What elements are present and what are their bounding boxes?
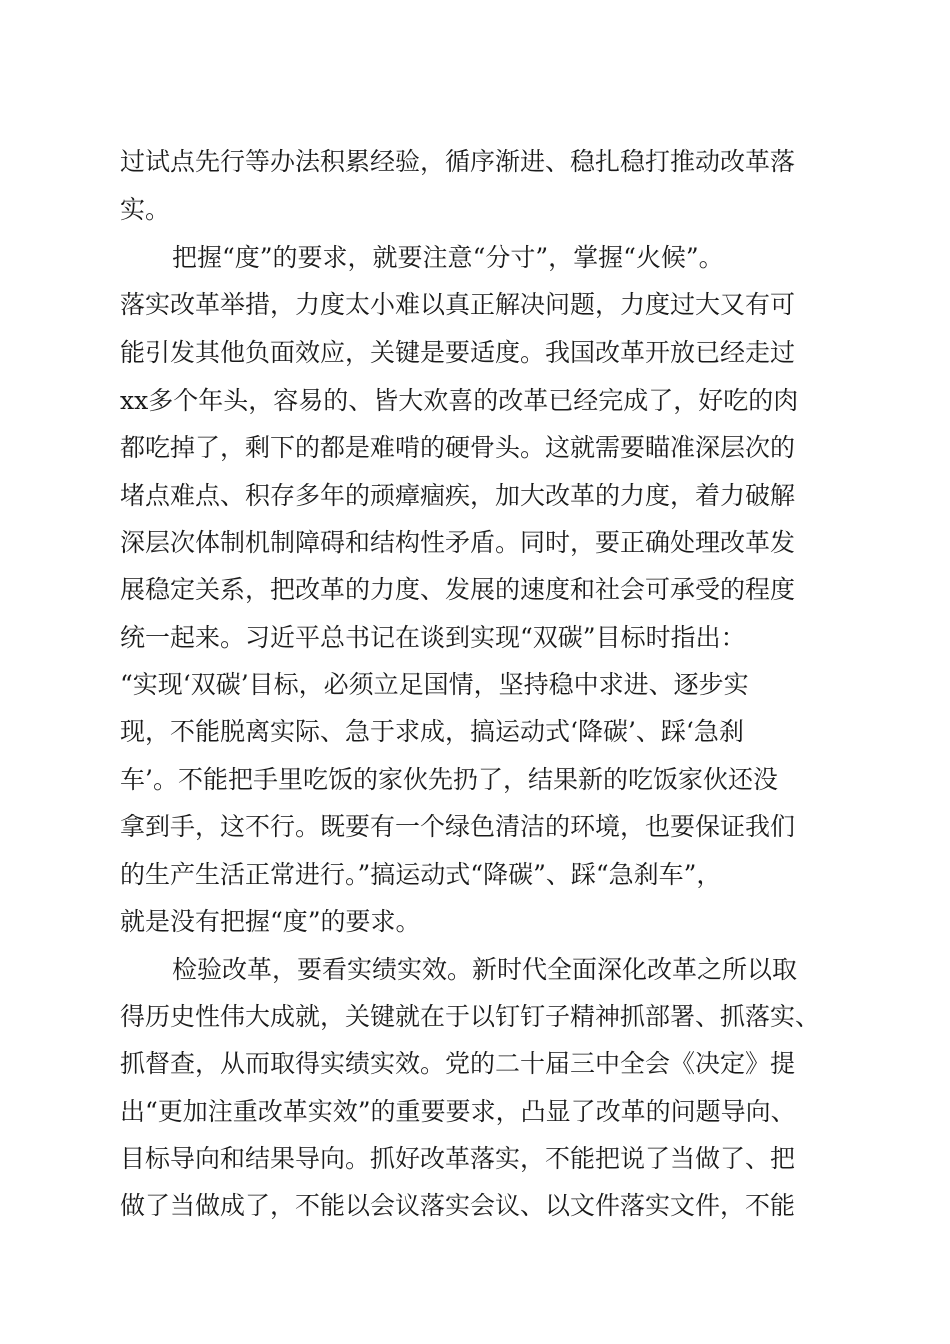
line-text: 拿到手，这不行。既要有一个绿色清洁的环境，也要保证我们 [120, 812, 796, 841]
line-text: 能引发其他负面效应，关键是要适度。我国改革开放已经走过 [120, 338, 796, 367]
line-text: 做了当做成了，不能以会议落实会议、以文件落实文件，不能 [120, 1191, 796, 1220]
text-line [0, 855, 950, 895]
text-line [0, 1044, 950, 1084]
text-line [0, 285, 950, 325]
line-text: 出“更加注重改革实效”的重要要求，凸显了改革的问题导向、 [120, 1097, 796, 1126]
line-text: 就是没有把握“度”的要求。 [120, 907, 421, 936]
text-line [0, 902, 950, 942]
line-text: 的生产生活正常进行。”搞运动式“降碳”、踩“急刹车”， [120, 860, 722, 889]
text-line [0, 190, 950, 230]
line-text: 现，不能脱离实际、急于求成，搞运动式‘降碳’、踩‘急刹 [120, 717, 744, 746]
text-line [0, 381, 950, 421]
line-text: 把握“度”的要求，就要注意“分寸”，掌握“火候”。 [172, 243, 724, 272]
text-line [0, 1092, 950, 1132]
line-text: 抓督查，从而取得实绩实效。党的二十届三中全会《决定》提 [120, 1049, 796, 1078]
text-line [0, 712, 950, 752]
text-line [0, 570, 950, 610]
text-line [0, 333, 950, 373]
text-line [0, 1139, 950, 1179]
line-text: “实现‘双碳’目标，必须立足国情，坚持稳中求进、逐步实 [120, 670, 749, 699]
line-text: 目标导向和结果导向。抓好改革落实，不能把说了当做了、把 [120, 1144, 796, 1173]
text-line [0, 997, 950, 1037]
text-line [0, 618, 950, 658]
line-text: xx多个年头，容易的、皆大欢喜的改革已经完成了，好吃的肉 [120, 386, 799, 415]
line-text: 落实改革举措，力度太小难以真正解决问题，力度过大又有可 [120, 290, 796, 319]
text-line [0, 476, 950, 516]
line-text: 检验改革，要看实绩实效。新时代全面深化改革之所以取 [172, 955, 798, 984]
text-line [0, 665, 950, 705]
line-text: 深层次体制机制障碍和结构性矛盾。同时，要正确处理改革发 [120, 528, 796, 557]
text-line [0, 1186, 950, 1226]
text-line [0, 523, 950, 563]
text-line [0, 760, 950, 800]
text-line [0, 807, 950, 847]
line-text: 堵点难点、积存多年的顽瘴痼疾，加大改革的力度，着力破解 [120, 481, 796, 510]
line-text: 都吃掉了，剩下的都是难啃的硬骨头。这就需要瞄准深层次的 [120, 433, 796, 462]
line-text: 车’。不能把手里吃饭的家伙先扔了，结果新的吃饭家伙还没 [120, 765, 778, 794]
line-text: 得历史性伟大成就，关键就在于以钉钉子精神抓部署、抓落实、 [120, 1002, 821, 1031]
text-line [0, 142, 950, 182]
paragraph-first-line [0, 950, 950, 990]
line-text: 过试点先行等办法积累经验，循序渐进、稳扎稳打推动改革落 [120, 147, 796, 176]
text-line [0, 428, 950, 468]
line-text: 展稳定关系，把改革的力度、发展的速度和社会可承受的程度 [120, 575, 796, 604]
line-text: 实。 [120, 195, 171, 224]
line-text: 统一起来。习近平总书记在谈到实现“双碳”目标时指出： [120, 623, 746, 652]
paragraph-first-line [0, 238, 950, 278]
